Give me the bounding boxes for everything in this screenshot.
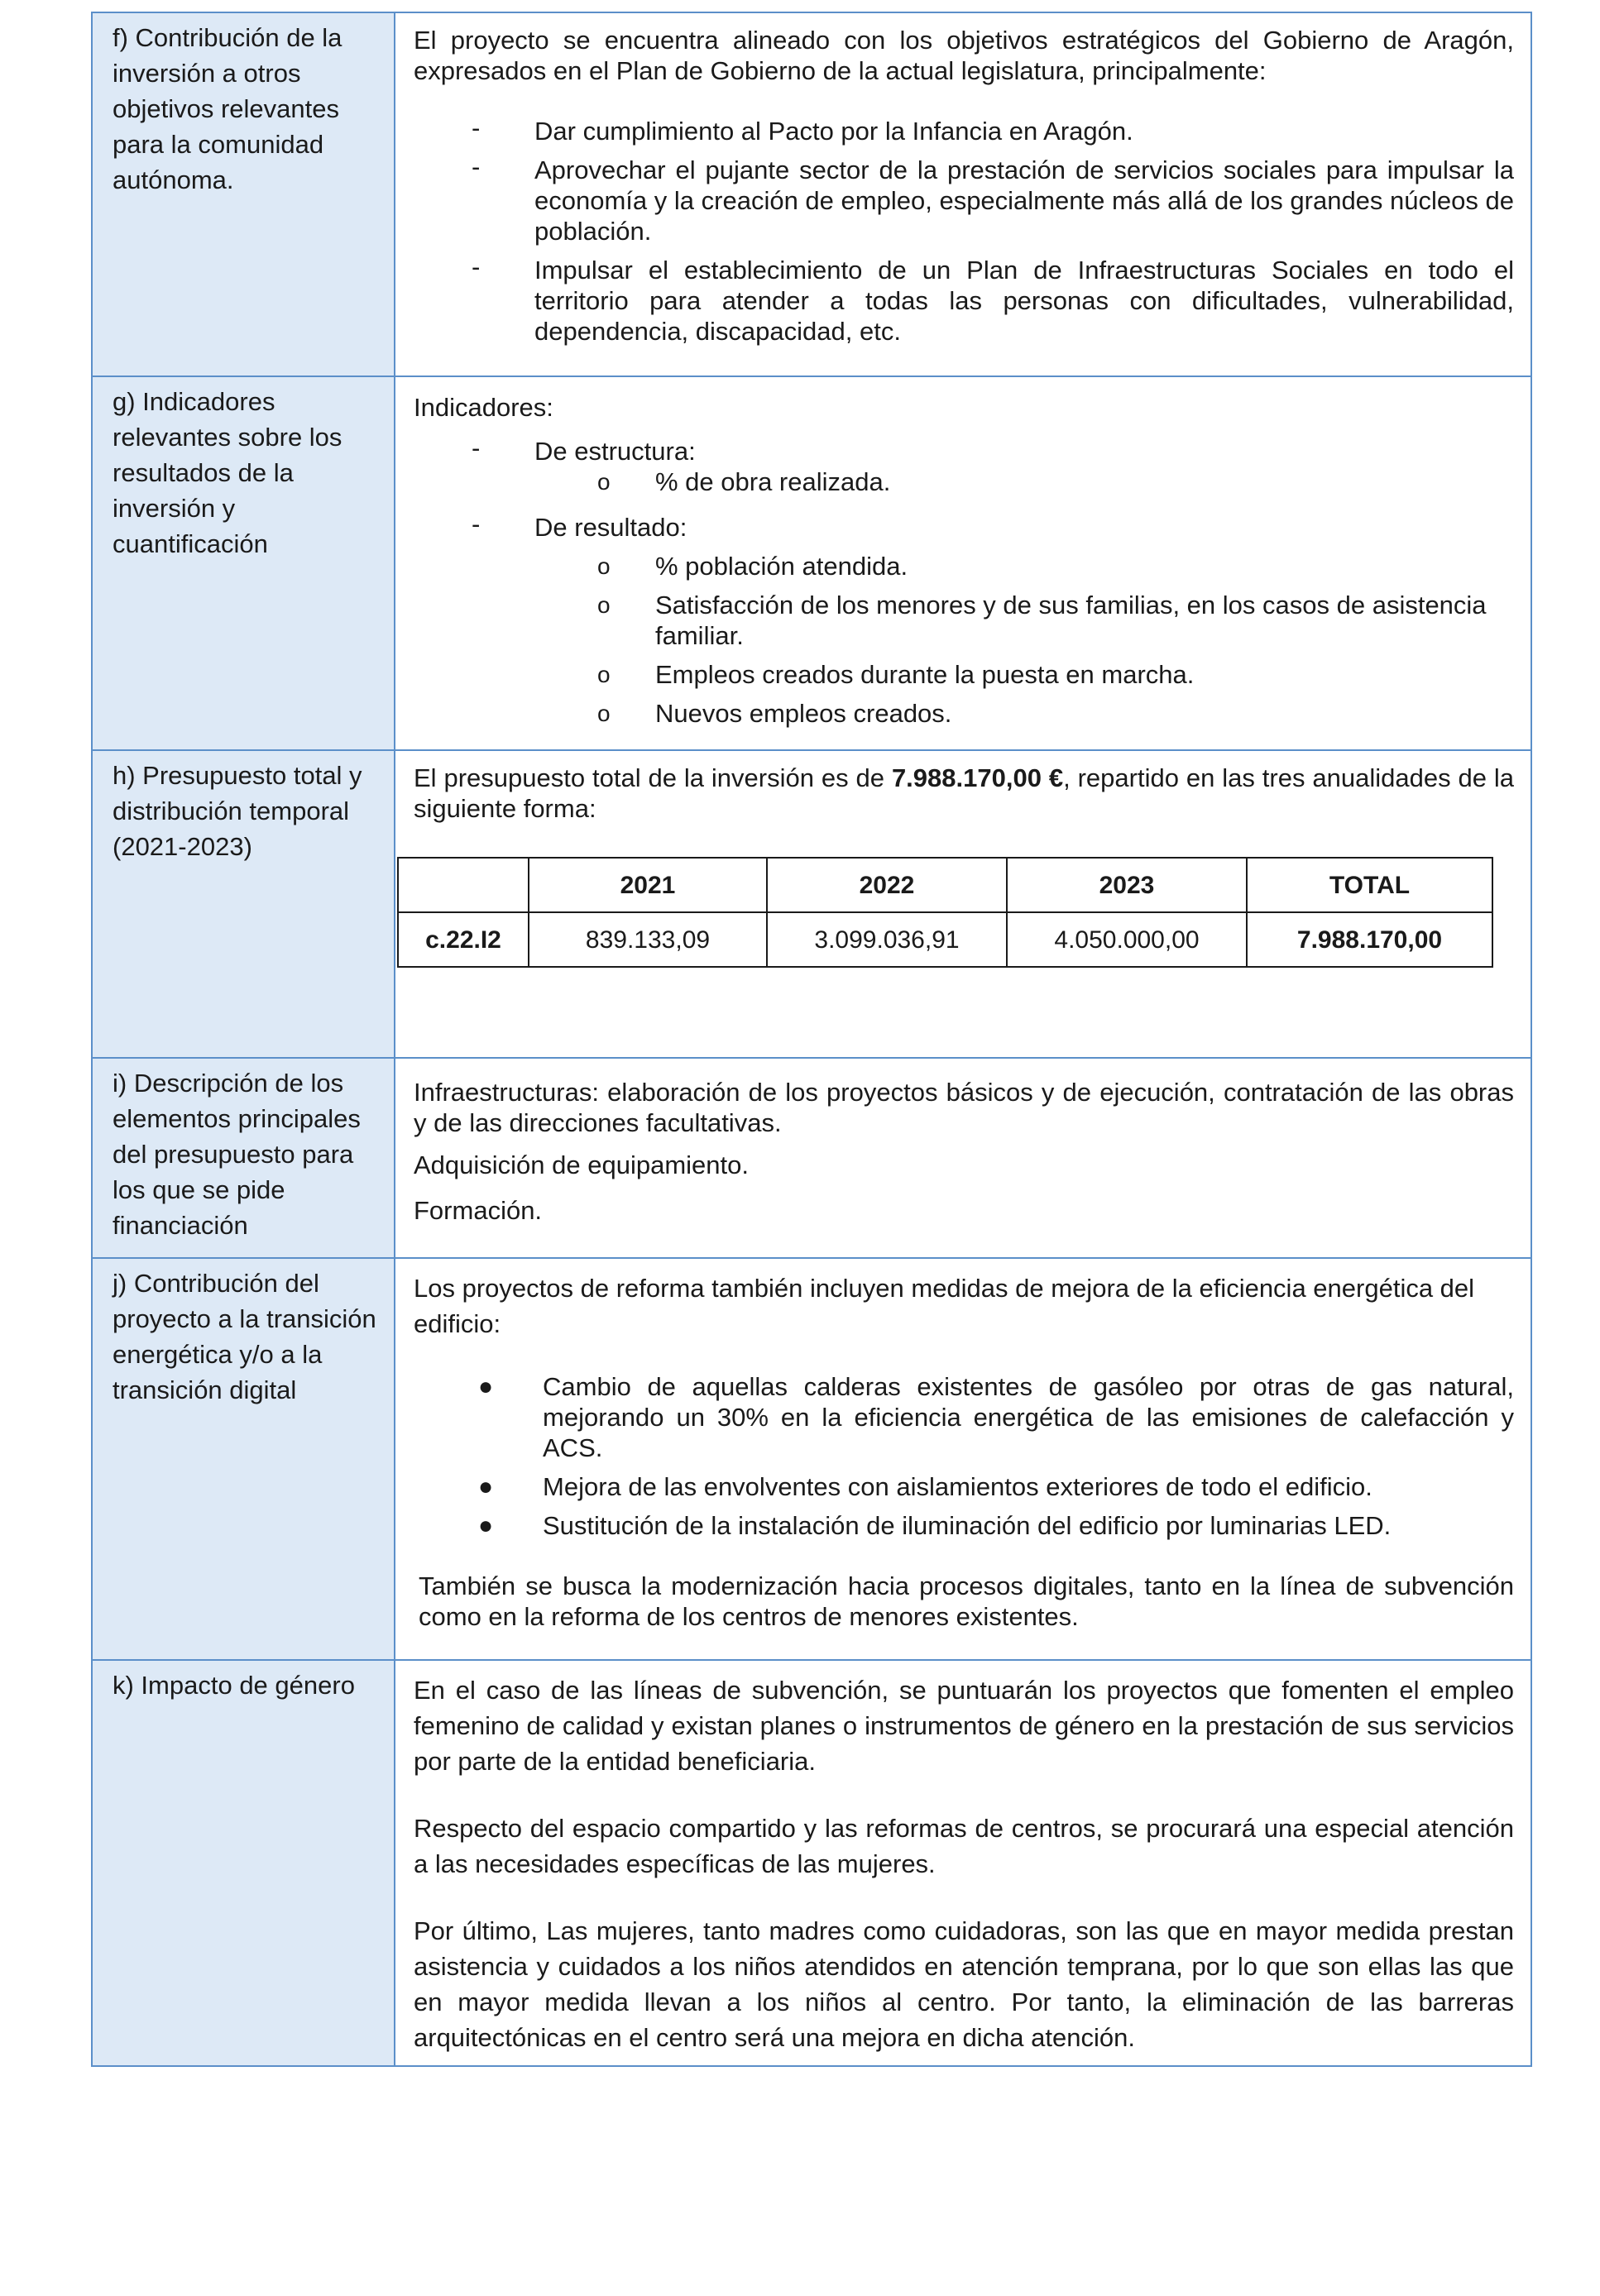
row-k-paragraph: Por último, Las mujeres, tanto madres como cuidadoras, son las que en mayor medida prestan asistencia y cuidados a los niños atendidos en atención temprana, por lo que son ellas las que en mayor medida llevan a los niños al centro. Por tanto, la eliminación de las barreras arquitectónicas en el centro será una mejora en dicha atención. xyxy=(414,1916,1514,2052)
dash-icon: - xyxy=(472,113,481,142)
row-i-paragraph: Formación. xyxy=(414,1196,543,1225)
budget-total: 7.988.170,00 € xyxy=(891,763,1064,792)
budget-total-cell: 7.988.170,00 xyxy=(1247,912,1492,967)
row-i-paragraph: Infraestructuras: elaboración de los proyectos básicos y de ejecución, contratación de las obras y de las direcciones facultativas. xyxy=(414,1078,1514,1137)
list-item: ● Sustitución de la instalación de iluminación del edificio por luminarias LED. xyxy=(478,1511,1392,1540)
budget-cell: 4.050.000,00 xyxy=(1007,912,1247,967)
row-f xyxy=(92,12,1531,376)
budget-header-cell: TOTAL xyxy=(1247,858,1492,912)
budget-row-label: c.22.I2 xyxy=(398,912,529,967)
circle-bullet-icon: o xyxy=(597,592,611,618)
budget-data-row xyxy=(398,912,1492,967)
row-i-label: i) Descripción de los elementos principales del presupuesto para los que se pide financiación xyxy=(92,1058,395,1258)
list-item: o Empleos creados durante la puesta en marcha. xyxy=(597,660,1195,689)
list-item: ● Mejora de las envolventes con aislamientos exteriores de todo el edificio. xyxy=(478,1472,1372,1501)
row-j-label: j) Contribución del proyecto a la transición energética y/o a la transición digital xyxy=(92,1258,395,1660)
bullet-icon: ● xyxy=(478,1473,494,1500)
circle-bullet-icon: o xyxy=(597,701,611,726)
budget-table xyxy=(397,857,1493,968)
row-k-label: k) Impacto de género xyxy=(92,1660,395,2066)
row-j-closing: También se busca la modernización hacia procesos digitales, tanto en la línea de subvención como en la reforma de los centros de menores existentes. xyxy=(419,1571,1514,1631)
dash-icon: - xyxy=(472,152,481,181)
row-k xyxy=(92,1660,1531,2066)
row-k-content xyxy=(395,1660,1531,2066)
list-item: o % población atendida. xyxy=(597,552,908,581)
result-indicators xyxy=(414,551,1514,729)
row-h-label: h) Presupuesto total y distribución temporal (2021-2023) xyxy=(92,750,395,1058)
project-table xyxy=(91,12,1532,2067)
list-item: - De resultado: xyxy=(472,509,687,542)
list-item: - De estructura: xyxy=(472,433,696,466)
budget-header-cell: 2021 xyxy=(529,858,767,912)
row-j xyxy=(92,1258,1531,1660)
row-i-content xyxy=(395,1058,1531,1258)
list-item: - Aprovechar el pujante sector de la prestación de servicios sociales para impulsar la economía y la creación de empleo, especialmente más allá de los grandes núcleos de población. xyxy=(472,152,1514,246)
row-k-paragraph: Respecto del espacio compartido y las reformas de centros, se procurará una especial atención a las necesidades específicas de las mujeres. xyxy=(414,1814,1514,1878)
circle-bullet-icon: o xyxy=(597,553,611,579)
row-i xyxy=(92,1058,1531,1258)
list-item: o Nuevos empleos creados. xyxy=(597,699,952,728)
row-i-paragraph: Adquisición de equipamiento. xyxy=(414,1150,749,1179)
row-g-label: g) Indicadores relevantes sobre los resultados de la inversión y cuantificación xyxy=(92,376,395,750)
budget-header-cell: 2022 xyxy=(767,858,1007,912)
dash-icon: - xyxy=(472,509,481,538)
circle-bullet-icon: o xyxy=(597,469,611,495)
dash-icon: - xyxy=(472,433,481,462)
circle-bullet-icon: o xyxy=(597,662,611,687)
row-f-list xyxy=(414,113,1514,347)
row-g xyxy=(92,376,1531,750)
bullet-icon: ● xyxy=(478,1373,494,1400)
row-h xyxy=(92,750,1531,1058)
row-j-intro: Los proyectos de reforma también incluyen medidas de mejora de la eficiencia energética del edificio: xyxy=(414,1274,1475,1338)
list-item: o % de obra realizada. xyxy=(597,467,891,496)
row-f-label: f) Contribución de la inversión a otros objetivos relevantes para la comunidad autónoma. xyxy=(92,12,395,376)
bullet-icon: ● xyxy=(478,1512,494,1539)
row-j-content xyxy=(395,1258,1531,1660)
budget-cell: 839.133,09 xyxy=(529,912,767,967)
row-f-intro: El proyecto se encuentra alineado con los objetivos estratégicos del Gobierno de Aragón, expresados en el Plan de Gobierno de la actual legislatura, principalmente: xyxy=(414,26,1514,85)
row-k-paragraph: En el caso de las líneas de subvención, se puntuarán los proyectos que fomenten el empleo femenino de calidad y existan planes o instrumentos de género en la prestación de sus servicios por parte de la entidad beneficiaria. xyxy=(414,1676,1514,1776)
row-g-intro: Indicadores: xyxy=(414,393,553,422)
budget-header-row xyxy=(398,858,1492,912)
row-g-list-2 xyxy=(414,509,1514,543)
row-g-list xyxy=(414,433,1514,466)
row-g-content xyxy=(395,376,1531,750)
structure-indicators xyxy=(414,466,1514,497)
budget-cell: 3.099.036,91 xyxy=(767,912,1007,967)
row-f-content xyxy=(395,12,1531,376)
list-item: ● Cambio de aquellas calderas existentes de gasóleo por otras de gas natural, mejorando un 30% en la eficiencia energética de las emisiones de calefacción y ACS. xyxy=(478,1372,1514,1462)
list-item: - Impulsar el establecimiento de un Plan de Infraestructuras Sociales en todo el territorio para atender a todas las personas con dificultades, vulnerabilidad, dependencia, discapacidad, etc. xyxy=(472,252,1514,346)
row-h-content xyxy=(395,750,1531,1058)
dash-icon: - xyxy=(472,252,481,281)
list-item: o Satisfacción de los menores y de sus familias, en los casos de asistencia familiar. xyxy=(597,591,1487,650)
budget-header-cell: 2023 xyxy=(1007,858,1247,912)
row-j-list xyxy=(414,1371,1514,1541)
budget-header-cell xyxy=(398,858,529,912)
row-h-intro: El presupuesto total de la inversión es de 7.988.170,00 €, repartido en las tres anualidades de la siguiente forma: xyxy=(414,763,1514,823)
list-item: - Dar cumplimiento al Pacto por la Infancia en Aragón. xyxy=(472,113,1133,146)
